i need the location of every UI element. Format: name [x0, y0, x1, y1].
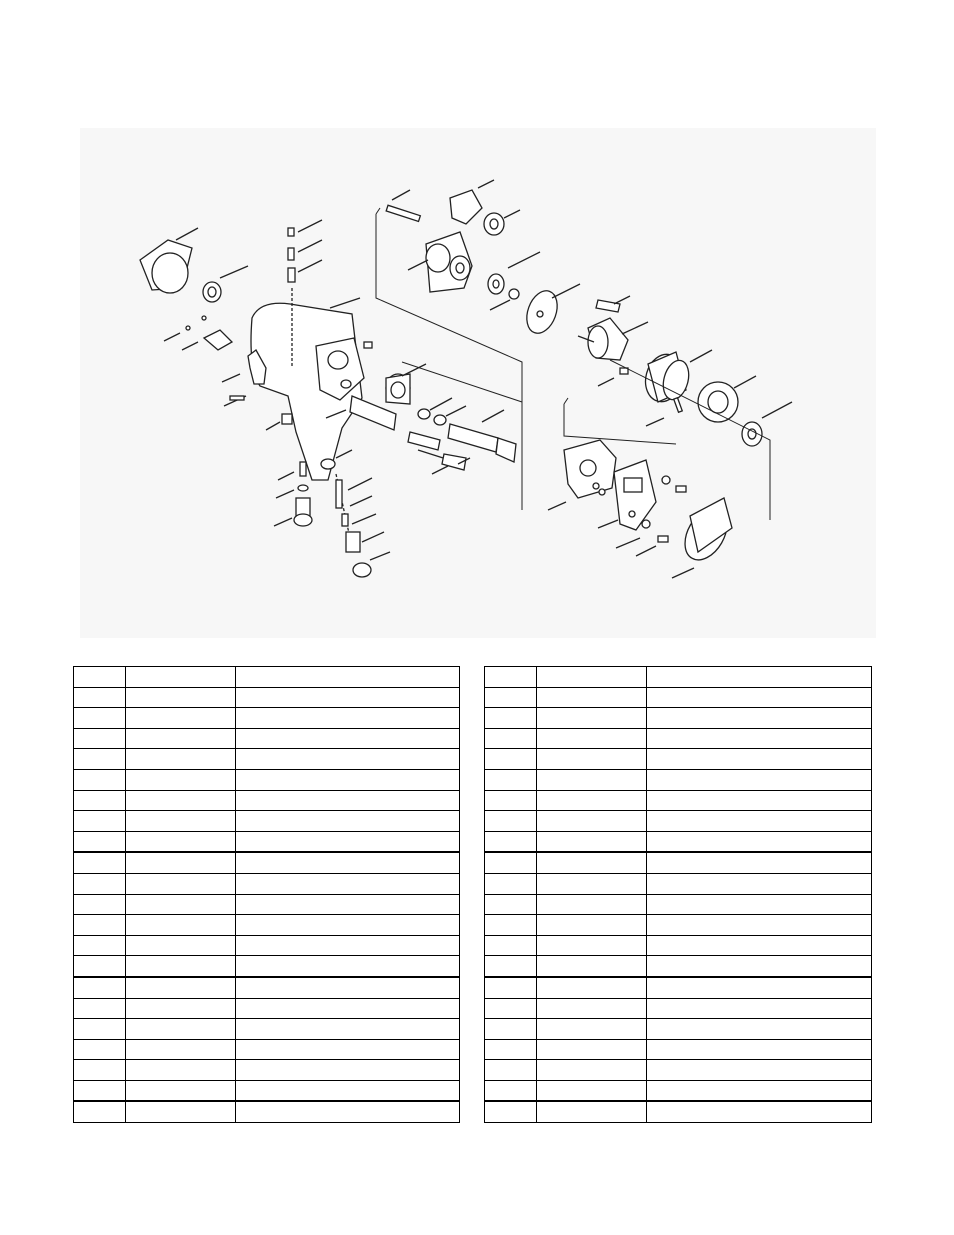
part-no-cell	[126, 790, 236, 811]
table-row	[485, 873, 872, 894]
table-row	[74, 728, 460, 749]
part-no-cell	[126, 667, 236, 688]
description-cell	[236, 1060, 460, 1081]
description-cell	[236, 852, 460, 873]
description-cell	[647, 769, 872, 790]
description-cell	[236, 749, 460, 770]
part-no-cell	[126, 1019, 236, 1040]
part-no-cell	[537, 1060, 647, 1081]
description-cell	[236, 811, 460, 832]
ref-no-cell	[74, 852, 126, 873]
description-cell	[236, 956, 460, 977]
part-no-cell	[126, 1060, 236, 1081]
part-no-cell	[537, 977, 647, 998]
ref-no-cell	[74, 687, 126, 708]
table-row	[485, 977, 872, 998]
description-cell	[647, 790, 872, 811]
part-no-cell	[126, 831, 236, 852]
part-no-cell	[537, 749, 647, 770]
ref-no-cell	[74, 728, 126, 749]
part-no-cell	[126, 998, 236, 1019]
parts-list-table-left	[73, 666, 460, 1123]
ref-no-cell	[485, 728, 537, 749]
ref-no-cell	[74, 1039, 126, 1060]
ref-no-cell	[485, 831, 537, 852]
ref-no-cell	[74, 998, 126, 1019]
table-row	[74, 894, 460, 915]
ref-no-cell	[485, 811, 537, 832]
ref-no-cell	[74, 956, 126, 977]
table-row	[485, 1060, 872, 1081]
ref-no-cell	[74, 790, 126, 811]
table-row	[74, 769, 460, 790]
part-no-cell	[126, 915, 236, 936]
ref-no-cell	[74, 1101, 126, 1122]
description-cell	[236, 687, 460, 708]
table-row	[485, 667, 872, 688]
description-cell	[236, 769, 460, 790]
parts-list-table-right	[484, 666, 872, 1123]
part-no-cell	[126, 1039, 236, 1060]
table-row	[485, 790, 872, 811]
description-cell	[236, 1101, 460, 1122]
ref-no-cell	[74, 873, 126, 894]
description-cell	[647, 935, 872, 956]
description-cell	[236, 935, 460, 956]
description-cell	[236, 894, 460, 915]
part-no-cell	[126, 728, 236, 749]
table-row	[485, 728, 872, 749]
description-cell	[236, 977, 460, 998]
description-cell	[236, 790, 460, 811]
ref-no-cell	[485, 935, 537, 956]
table-row	[74, 977, 460, 998]
ref-no-cell	[74, 708, 126, 729]
part-no-cell	[126, 769, 236, 790]
description-cell	[236, 728, 460, 749]
ref-no-cell	[74, 977, 126, 998]
table-row	[485, 1039, 872, 1060]
ref-no-cell	[74, 749, 126, 770]
description-cell	[647, 915, 872, 936]
part-no-cell	[126, 1080, 236, 1101]
part-no-cell	[537, 894, 647, 915]
table-row	[74, 1019, 460, 1040]
description-cell	[647, 1080, 872, 1101]
table-row	[74, 915, 460, 936]
part-no-cell	[537, 1080, 647, 1101]
part-no-cell	[126, 1101, 236, 1122]
table-row	[74, 935, 460, 956]
description-cell	[647, 1039, 872, 1060]
description-cell	[647, 998, 872, 1019]
table-row	[485, 894, 872, 915]
ref-no-cell	[485, 977, 537, 998]
table-row	[74, 1080, 460, 1101]
part-no-cell	[537, 790, 647, 811]
ref-no-cell	[74, 811, 126, 832]
part-no-cell	[126, 687, 236, 708]
front-bushing	[203, 282, 221, 302]
ref-no-cell	[485, 769, 537, 790]
ref-no-cell	[485, 1080, 537, 1101]
ref-no-cell	[485, 1039, 537, 1060]
ref-no-cell	[485, 873, 537, 894]
description-cell	[236, 667, 460, 688]
description-cell	[236, 873, 460, 894]
ref-no-cell	[485, 667, 537, 688]
rear-gasket	[564, 440, 616, 498]
table-row	[74, 1039, 460, 1060]
part-no-cell	[537, 915, 647, 936]
part-no-cell	[537, 667, 647, 688]
ref-no-cell	[485, 1019, 537, 1040]
description-cell	[236, 998, 460, 1019]
part-no-cell	[126, 894, 236, 915]
part-no-cell	[537, 728, 647, 749]
description-cell	[647, 749, 872, 770]
table-row	[485, 998, 872, 1019]
part-no-cell	[126, 811, 236, 832]
ref-no-cell	[485, 1060, 537, 1081]
part-no-cell	[537, 769, 647, 790]
ref-no-cell	[485, 894, 537, 915]
table-row	[485, 1019, 872, 1040]
ref-no-cell	[74, 1019, 126, 1040]
table-row	[74, 790, 460, 811]
part-no-cell	[126, 935, 236, 956]
part-no-cell	[537, 1101, 647, 1122]
description-cell	[236, 915, 460, 936]
description-cell	[647, 956, 872, 977]
part-no-cell	[537, 831, 647, 852]
ref-no-cell	[485, 852, 537, 873]
ref-no-cell	[74, 1080, 126, 1101]
table-row	[74, 852, 460, 873]
table-row	[74, 831, 460, 852]
table-row	[485, 708, 872, 729]
description-cell	[236, 1080, 460, 1101]
table-row	[485, 1101, 872, 1122]
description-cell	[236, 1039, 460, 1060]
table-row	[74, 1101, 460, 1122]
table-row	[485, 1080, 872, 1101]
table-row	[74, 1060, 460, 1081]
ref-no-cell	[485, 687, 537, 708]
ref-no-cell	[74, 915, 126, 936]
part-no-cell	[537, 998, 647, 1019]
table-row	[74, 998, 460, 1019]
description-cell	[647, 667, 872, 688]
description-cell	[647, 852, 872, 873]
description-cell	[647, 1101, 872, 1122]
part-no-cell	[126, 708, 236, 729]
description-cell	[647, 1019, 872, 1040]
table-row	[74, 873, 460, 894]
part-no-cell	[537, 1019, 647, 1040]
ref-no-cell	[74, 894, 126, 915]
description-cell	[647, 728, 872, 749]
part-no-cell	[537, 1039, 647, 1060]
ref-no-cell	[485, 749, 537, 770]
part-no-cell	[537, 852, 647, 873]
rear-bearing-plate	[698, 382, 738, 422]
table-row	[485, 811, 872, 832]
table-row	[74, 708, 460, 729]
table-row	[485, 831, 872, 852]
exploded-parts-diagram	[80, 128, 876, 638]
description-cell	[647, 894, 872, 915]
part-no-cell	[537, 708, 647, 729]
table-row	[74, 956, 460, 977]
description-cell	[647, 831, 872, 852]
part-no-cell	[126, 852, 236, 873]
ref-no-cell	[74, 935, 126, 956]
part-no-cell	[537, 935, 647, 956]
table-row	[74, 667, 460, 688]
table-row	[485, 852, 872, 873]
ref-no-cell	[485, 998, 537, 1019]
description-cell	[647, 708, 872, 729]
table-row	[485, 915, 872, 936]
description-cell	[236, 708, 460, 729]
part-no-cell	[126, 873, 236, 894]
ref-no-cell	[485, 1101, 537, 1122]
table-row	[485, 687, 872, 708]
description-cell	[647, 811, 872, 832]
description-cell	[647, 687, 872, 708]
table-row	[74, 811, 460, 832]
ref-no-cell	[74, 1060, 126, 1081]
description-cell	[647, 873, 872, 894]
table-row	[485, 749, 872, 770]
part-no-cell	[126, 749, 236, 770]
ref-no-cell	[74, 831, 126, 852]
part-no-cell	[537, 956, 647, 977]
ref-no-cell	[485, 915, 537, 936]
ref-no-cell	[74, 769, 126, 790]
table-row	[485, 956, 872, 977]
part-no-cell	[126, 977, 236, 998]
description-cell	[647, 1060, 872, 1081]
hammer-case	[386, 374, 410, 404]
description-cell	[236, 1019, 460, 1040]
ref-no-cell	[485, 790, 537, 811]
part-no-cell	[126, 956, 236, 977]
part-no-cell	[537, 687, 647, 708]
description-cell	[647, 977, 872, 998]
table-row	[74, 749, 460, 770]
ref-no-cell	[74, 667, 126, 688]
table-row	[485, 935, 872, 956]
table-row	[74, 687, 460, 708]
part-no-cell	[537, 811, 647, 832]
ref-no-cell	[485, 708, 537, 729]
table-row	[485, 769, 872, 790]
ref-no-cell	[485, 956, 537, 977]
part-no-cell	[537, 873, 647, 894]
description-cell	[236, 831, 460, 852]
